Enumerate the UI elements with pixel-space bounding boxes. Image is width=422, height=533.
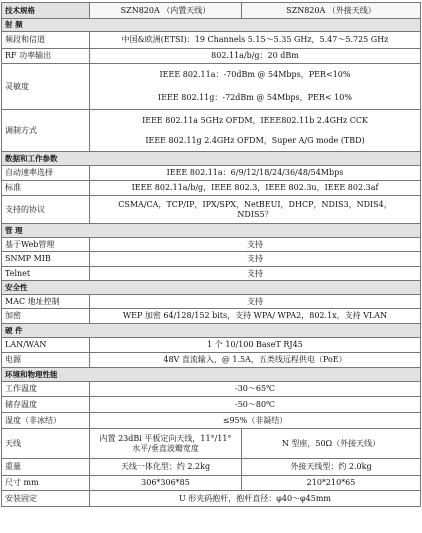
header-internal-antenna: SZN820A （内置天线）: [90, 3, 242, 19]
row-label-storage-temp: 储存温度: [2, 397, 90, 413]
modulation-line-2: IEEE 802.11g 2.4GHz OFDM，Super A/G mode (TBD): [145, 135, 365, 145]
table-row: [2, 491, 421, 507]
row-value-power: 802.11a/b/g：20 dBm: [90, 49, 421, 64]
table-row: [2, 32, 421, 49]
row-value-antenna-internal: [90, 429, 242, 459]
row-label-antenna: 天线: [2, 429, 90, 459]
section-row: [2, 152, 421, 166]
table-row: [2, 476, 421, 491]
row-value-lan: 1 个 10/100 BaseT RJ45: [90, 338, 421, 353]
spec-table: [1, 2, 421, 507]
table-row: [2, 181, 421, 196]
row-label-telnet: Telnet: [2, 267, 90, 281]
row-value-modulation: [90, 110, 421, 152]
table-row: [2, 252, 421, 267]
header-label: 技术规格: [2, 3, 90, 19]
table-row: [2, 382, 421, 397]
modulation-line-1: IEEE 802.11a 5GHz OFDM，IEEE802.11b 2.4GHz CCK: [142, 115, 368, 125]
row-value-antenna-external: N 型座，50Ω（外接天线）: [242, 429, 421, 459]
table-row: [2, 353, 421, 368]
row-value-mounting: U 形夹码抱杆，抱杆直径：φ40～φ45mm: [90, 491, 421, 507]
row-label-protocols: 支持的协议: [2, 196, 90, 224]
row-value-standard: IEEE 802.11a/b/g，IEEE 802.3，IEEE 802.3u，IEEE 802.3af: [90, 181, 421, 196]
row-value-protocols: [90, 196, 421, 224]
table-row: [2, 64, 421, 110]
table-row: [2, 267, 421, 281]
row-value-web-mgmt: 支持: [90, 238, 421, 252]
row-value-storage-temp: -50～80℃: [90, 397, 421, 413]
row-label-sensitivity: 灵敏度: [2, 64, 90, 110]
row-value-humidity: ≤95%（非凝结）: [90, 413, 421, 429]
section-row: [2, 224, 421, 238]
sensitivity-line-2: IEEE 802.11g：-72dBm @ 54Mbps，PER< 10%: [158, 93, 352, 102]
section-row: [2, 19, 421, 32]
row-label-web-mgmt: 基于Web管理: [2, 238, 90, 252]
row-label-weight: 重量: [2, 459, 90, 476]
section-data-rate: 数据和工作参数: [2, 152, 421, 166]
row-label-mounting: 安装固定: [2, 491, 90, 507]
row-value-telnet: 支持: [90, 267, 421, 281]
section-hardware: 硬 件: [2, 324, 421, 338]
protocols-line-2: NDIS5？: [237, 209, 273, 219]
row-label-encryption: 加密: [2, 309, 90, 324]
row-value-snmp: 支持: [90, 252, 421, 267]
header-external-antenna: SZN820A （外接天线）: [242, 3, 421, 19]
row-label-power: RF 功率输出: [2, 49, 90, 64]
row-label-dimensions: 尺寸 mm: [2, 476, 90, 491]
table-row: [2, 338, 421, 353]
table-header-row: [2, 3, 421, 19]
row-label-op-temp: 工作温度: [2, 382, 90, 397]
row-value-weight-external: 外接天线型：约 2.0kg: [242, 459, 421, 476]
table-row: [2, 413, 421, 429]
row-label-mac: MAC 地址控制: [2, 295, 90, 309]
row-label-snmp: SNMP MIB: [2, 252, 90, 267]
table-row: [2, 459, 421, 476]
row-value-dimensions-external: 210*210*65: [242, 476, 421, 491]
protocols-line-1: CSMA/CA，TCP/IP，IPX/SPX，NetBEUI，DHCP，NDIS3，NDIS4，: [118, 199, 392, 209]
table-row: [2, 429, 421, 459]
table-row: [2, 110, 421, 152]
section-management: 管 理: [2, 224, 421, 238]
section-rf: 射 频: [2, 19, 421, 32]
table-row: [2, 166, 421, 181]
table-row: [2, 196, 421, 224]
antenna-internal-line-1: 内置 23dBi 平板定向天线，11°/11°: [99, 433, 232, 443]
row-value-power-supply: 48V 直流输入，@ 1.5A，五类线远程供电（PoE）: [90, 353, 421, 368]
table-row: [2, 238, 421, 252]
row-label-standard: 标准: [2, 181, 90, 196]
table-row: [2, 309, 421, 324]
row-value-dimensions-internal: 306*306*85: [90, 476, 242, 491]
section-row: [2, 281, 421, 295]
row-value-auto-rate: IEEE 802.11a：6/9/12/18/24/36/48/54Mbps: [90, 166, 421, 181]
section-row: [2, 368, 421, 382]
row-label-freq: 频段和信道: [2, 32, 90, 49]
row-value-freq: 中国&欧洲(ETSI)：19 Channels 5.15～5.35 GHz，5.47～5.725 GHz: [90, 32, 421, 49]
row-label-auto-rate: 自动速率选择: [2, 166, 90, 181]
section-environment: 环境和物理性能: [2, 368, 421, 382]
row-label-lan: LAN/WAN: [2, 338, 90, 353]
row-label-power-supply: 电源: [2, 353, 90, 368]
row-label-humidity: 湿度（非冰结）: [2, 413, 90, 429]
row-value-op-temp: -30～65℃: [90, 382, 421, 397]
sensitivity-line-1: IEEE 802.11a：-70dBm @ 54Mbps，PER<10%: [159, 70, 351, 79]
section-row: [2, 324, 421, 338]
antenna-internal-line-2: 水平/垂直波瓣宽度: [132, 443, 199, 453]
table-row: [2, 397, 421, 413]
table-row: [2, 49, 421, 64]
row-value-sensitivity: [90, 64, 421, 110]
row-value-encryption: WEP 加密 64/128/152 bits，支持 WPA/ WPA2，802.1x，支持 VLAN: [90, 309, 421, 324]
row-value-mac: 支持: [90, 295, 421, 309]
table-row: [2, 295, 421, 309]
row-value-weight-internal: 天线一体化型：约 2.2kg: [90, 459, 242, 476]
section-security: 安全性: [2, 281, 421, 295]
row-label-modulation: 调制方式: [2, 110, 90, 152]
